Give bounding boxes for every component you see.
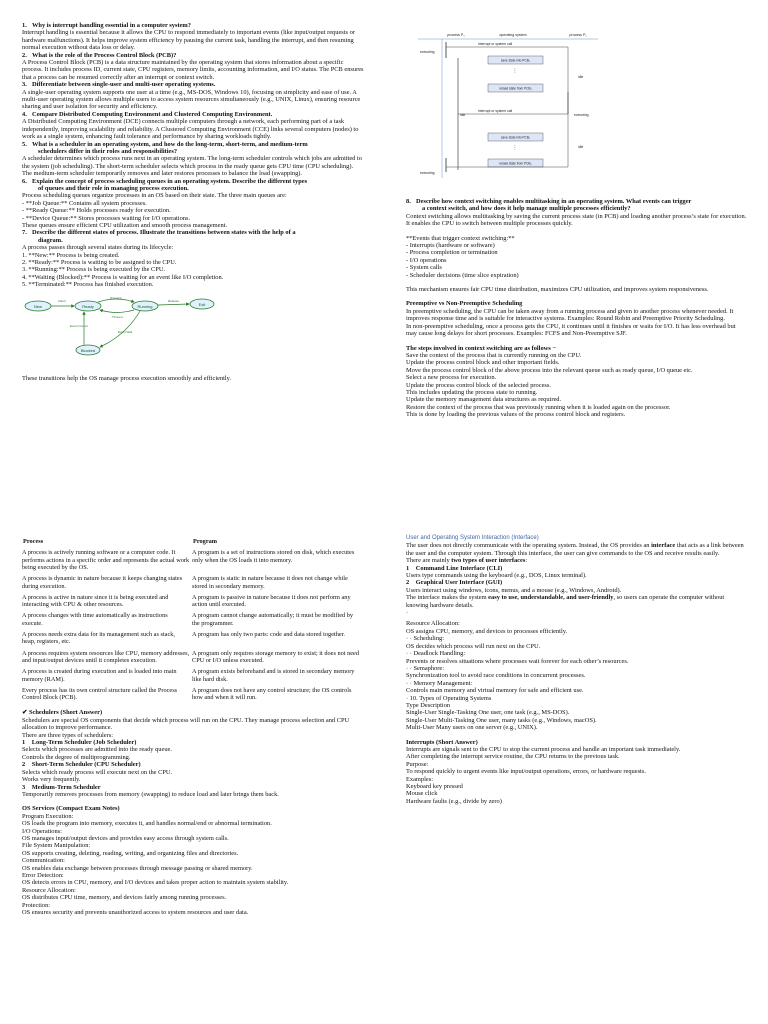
interrupts-title: Interrupts (Short Answer)	[406, 738, 478, 746]
cli-title: 1⃣ Command Line Interface (CLI)	[406, 564, 503, 572]
q6-line: - **Ready Queue:** Holds processes ready for execution.	[22, 207, 171, 215]
step-item: Move the process control block of the above process into the relevant queue such as ready queue, I/O queue etc.	[406, 366, 693, 374]
table-row	[22, 612, 362, 631]
table-row	[22, 668, 362, 687]
svc-line: OS ensures security and prevents unauthorized access to system resources and user data.	[22, 909, 249, 917]
event-item: - Scheduler decisions (time slice expiration)	[406, 271, 519, 279]
interface-section-title: User and Operating System Interaction (Interface)	[406, 535, 539, 541]
label-release: Release	[168, 298, 180, 303]
q6-line: - **Job Queue:** Contains all system processes.	[22, 199, 147, 207]
process-vs-program-table	[22, 537, 362, 705]
svc-line: OS loads the program into memory, executes it, and handles normal/end or abnormal termination.	[22, 820, 272, 828]
sched-line: There are three types of schedulers:	[22, 731, 114, 739]
process-cell: A process is actively running software or a computer code. It performs actions in a specific order and represents the actual work being executed by the OS.	[22, 549, 190, 571]
interface-types: There are mainly two types of user interfaces:	[406, 557, 528, 565]
state-blocked	[76, 345, 100, 355]
question-3-title: 3. Differentiate between single-user and multi-user operating systems.	[22, 81, 216, 89]
interface-summary: The interface makes the system easy to use, understandable, and user-friendly, so users can operate the computer without knowing hardware details.	[406, 594, 725, 609]
program-cell: A program is passive in nature because it does not perform any action until executed.	[192, 593, 351, 609]
svg-text:⋮: ⋮	[512, 145, 518, 151]
res-line: Type Description	[406, 701, 451, 709]
state-new	[25, 301, 51, 311]
svc-line: OS supports creating, deleting, reading, writing, and organizing files and directories.	[22, 849, 239, 857]
lt-line: Selects which processes are admitted into the ready queue.	[22, 746, 172, 754]
save-pcb0-box: save state into PCB₀	[500, 58, 531, 63]
q6-line: These queues ensure efficient CPU utilization and smooth process management.	[22, 221, 228, 229]
reload-pcb0-box: reload state from PCB₀	[499, 161, 532, 166]
schedulers-title: ✔ Schedulers (Short Answer)	[22, 709, 103, 717]
left-bottom-column	[22, 537, 362, 916]
svg-text:New: New	[33, 303, 43, 309]
int-line: After completing the interrupt service routine, the CPU returns to the previous task.	[406, 753, 620, 761]
st-line: Selects which ready process will execute next on the CPU.	[22, 768, 173, 776]
svc-line: I/O Operations:	[22, 827, 62, 835]
header-operating-system: operating system	[499, 33, 527, 37]
table-row	[22, 575, 362, 594]
idle-label-right-2: idle	[578, 145, 584, 149]
step-item: This is done by loading the previous values of the process control block and registers.	[406, 411, 626, 419]
question-8-title-cont: a context switch, and how does it help manage multiple processes efficiently?	[422, 205, 631, 213]
state-exit	[190, 299, 214, 309]
table-row	[22, 594, 362, 613]
lt-line: Controls the degree of multiprogramming.	[22, 753, 131, 761]
table-row	[22, 687, 362, 706]
program-cell: A program is static in nature because it does not change while stored in secondary memory.	[192, 575, 348, 590]
int-line: Interrupts are signals sent to the CPU to stop the current process and handle an important task immediately.	[406, 745, 681, 753]
preemptive-body: In preemptive scheduling, the CPU can be taken away from a running process and given to another process whenever needed. It improves response time and is suitable for interactive systems. Examples: Round Robin and Preemptive Priority Scheduling.	[406, 307, 734, 323]
table-row	[22, 631, 362, 650]
q7-line: 3. **Running:** Process is being executed by the CPU.	[22, 266, 166, 274]
svg-text:Blocked: Blocked	[80, 347, 96, 353]
executing-label-right: executing	[574, 113, 589, 117]
question-6-title-cont: of queues and their role in managing process execution.	[38, 184, 189, 192]
question-8-title: 8. Describe how context switching enables multitasking in an operating system. What events can trigger	[406, 198, 692, 205]
program-cell: A program has only two parts: code and data stored together.	[192, 631, 346, 639]
question-5-title-cont: schedulers differ in their roles and responsibilities?	[38, 147, 178, 155]
process-cell: A process is created during execution and is loaded into main memory (RAM).	[22, 668, 177, 683]
short-term-title: 2⃣ Short-Term Scheduler (CPU Scheduler)	[22, 761, 141, 769]
svc-line: OS manages input/output devices and provides easy access through system calls.	[22, 834, 229, 842]
non-preemptive-body: In non-preemptive scheduling, once a process gets the CPU, it continues until it finishes or waits for I/O. It has less overhead but may cause long delays for short processes. Examples: FCFS and Non-Preemptive SJF.	[406, 322, 736, 338]
question-1-answer: Interrupt handling is essential because it allows the CPU to respond immediately to important events (like input/output requests or hardware malfunctions). It helps improve system efficiency by pausing the current task, handling the interrupt, and then resuming normal execution without data loss or delay.	[22, 29, 355, 52]
q7-line: 1. **New:** Process is being created.	[22, 251, 120, 259]
events-heading: **Events that trigger context switching:**	[406, 234, 515, 242]
int-line: Mouse click	[406, 790, 438, 798]
svg-text:Running: Running	[137, 303, 153, 309]
svg-text:Exit: Exit	[198, 301, 206, 307]
svc-line: OS detects errors in CPU, memory, and I/O devices and takes proper action to maintain system stability.	[22, 879, 289, 887]
process-cell: Every process has its own control structure called the Process Control Block (PCB).	[22, 686, 178, 702]
question-8-answer: Context switching allows multitasking by saving the current process state (in PCB) and loading another process’s state for execution. It enables the CPU to switch between multiple processes quickly.	[406, 212, 747, 228]
svg-text:⋮: ⋮	[512, 68, 518, 74]
int-line: Purpose:	[406, 760, 429, 768]
q7-after: These transitions help the OS manage process execution smoothly and efficiently.	[22, 374, 232, 382]
q7-line: 2. **Ready:** Process is waiting to be assigned to the CPU.	[22, 259, 177, 266]
gui-title: 2⃣ Graphical User Interface (GUI)	[406, 579, 503, 587]
res-line: OS assigns CPU, memory, and devices to processes efficiently.	[406, 627, 568, 635]
event-item: - System calls	[406, 264, 442, 272]
question-5-answer: A scheduler determines which process runs next in an operating system. The long-term scheduler controls which jobs are admitted to the system (job scheduling). The short-term scheduler selects which process in the ready queue gets CPU time (CPU scheduling). The medium-term scheduler temporarily removes and later restores processes to balance the load (swapping).	[22, 155, 362, 178]
mechanism-note: This mechanism ensures fair CPU time distribution, maximizes CPU utilization, and improves system responsiveness.	[406, 286, 709, 294]
idle-label-right: idle	[578, 75, 584, 79]
label-event-occurs: Event Occurs	[70, 323, 89, 328]
int-line: Keyboard key pressed	[406, 783, 463, 790]
svc-line: Error Detection:	[22, 871, 64, 879]
table-row	[22, 650, 362, 669]
res-line: OS decides which process will run next on the CPU.	[406, 642, 541, 650]
check-icon: ✔	[22, 709, 28, 717]
label-timeout: Timeout	[112, 314, 123, 319]
q6-line: - **Device Queue:** Stores processes waiting for I/O operations.	[22, 214, 191, 222]
executing-label-top: executing	[420, 50, 435, 54]
svg-text:Ready: Ready	[82, 303, 94, 309]
label-dispatch: Dispatch	[110, 295, 122, 300]
svc-line: Protection:	[22, 901, 51, 909]
context-switch-diagram	[418, 30, 598, 178]
program-cell: A program exists beforehand and is stored in secondary memory like hard disk.	[192, 668, 355, 683]
table-row	[22, 549, 362, 575]
process-cell: A process is active in nature since it is being executed and interacting with CPU & other resources.	[22, 593, 169, 609]
medium-term-title: 3⃣ Medium-Term Scheduler	[22, 783, 101, 791]
step-item: Update the process control block and other important fields.	[406, 359, 560, 367]
preemptive-title: Preemptive vs Non-Preemptive Scheduling	[406, 300, 523, 308]
svc-line: Program Execution:	[22, 812, 74, 820]
q7-line: 5. **Terminated:** Process has finished execution.	[22, 281, 154, 289]
question-3-answer: A single-user operating system supports one user at a time (e.g., MS-DOS, Windows 10), focusing on simplicity and ease of use. A multi-user operating system allows multiple users to access system resources simultaneously (e.g., UNIX, Linux), ensuring resource sharing and user isolation for security and efficiency.	[22, 88, 361, 111]
res-line: Prevents or resolves situations where processes wait forever for each other’s resources.	[406, 657, 629, 665]
state-running	[132, 301, 158, 311]
svc-line: Communication:	[22, 857, 65, 865]
save-pcb1-box: save state into PCB₁	[500, 135, 531, 140]
question-4-answer: A Distributed Computing Environment (DCE) connects multiple computers through a network, each performing part of a task independently, improving scalability and reliability. A Clustered Computing Environment (CCE) links several computers (nodes) to work as a single system, enhancing fault tolerance and performance by sharing workloads tightly.	[22, 118, 359, 141]
question-6-title: 6. Explain the concept of process scheduling queues in an operating system. Describe the different types	[22, 177, 308, 185]
event-item: - Process completion or termination	[406, 249, 498, 257]
left-top-column	[22, 22, 364, 382]
process-cell: A process changes with time automatically as instructions execute.	[22, 612, 168, 627]
sched-line: Schedulers are special OS components that decide which process will run on the CPU. They manage process selection and CPU allocation to improve performance.	[22, 716, 350, 732]
process-cell: A process needs extra data for its management such as stack, heap, registers, etc.	[22, 631, 175, 646]
right-bottom-column	[406, 535, 748, 805]
os-services-title: OS Services (Compact Exam Notes)	[22, 805, 120, 813]
res-line: Single-User Single-Tasking One user, one task (e.g., MS-DOS).	[406, 709, 570, 717]
event-item: - I/O operations	[406, 256, 447, 264]
gui-body: Users interact using windows, icons, menus, and a mouse (e.g., Windows, Android).	[406, 586, 622, 594]
q7-line: 4. **Waiting (Blocked):** Process is waiting for an event like I/O completion.	[22, 273, 224, 281]
header-process: Process	[23, 538, 44, 545]
dot-separator: ·	[406, 609, 409, 617]
res-line: · · Memory Management:	[406, 679, 473, 687]
question-4-title: 4. Compare Distributed Computing Environment and Clustered Computing Environment.	[22, 110, 273, 118]
interface-intro: The user does not directly communicate with the operating system. Instead, the OS provides an interface that acts as a link between the user and the computer system. Through this interface, the user can give commands to the OS and receive results easily.	[406, 542, 744, 557]
idle-label-left: idle	[460, 113, 466, 117]
header-process-p0: process P₀	[447, 33, 465, 37]
svc-line: OS distributes CPU time, memory, and devices fairly among running processes.	[22, 894, 227, 902]
call-label-2: interrupt or system call	[478, 109, 513, 113]
step-item: Save the context of the process that is currently running on the CPU.	[406, 351, 582, 359]
question-5-title: 5. What is a scheduler in an operating system, and how do the long-term, short-term, and medium-term	[22, 140, 308, 148]
int-line: Examples:	[406, 775, 433, 783]
res-line: Multi-User Many users on one server (e.g., UNIX).	[406, 724, 538, 732]
question-7-title-cont: diagram.	[38, 236, 63, 244]
q6-line: Process scheduling queues organize processes in an OS based on their state. The three main queues are:	[22, 192, 287, 200]
step-item: This includes updating the process state to running.	[406, 388, 538, 396]
process-cell: A process requires system resources like CPU, memory addresses, and input/output devices until it completes execution.	[22, 649, 190, 664]
state-ready	[75, 301, 101, 311]
step-item: Restore the context of the process that was previously running when it is loaded again on the processor.	[406, 403, 671, 411]
process-cell: A process is dynamic in nature because it keeps changing states during execution.	[22, 575, 183, 590]
question-7-title: 7. Describe the different states of process. Illustrate the transitions between states with the help of a	[22, 229, 296, 237]
program-cell: A program only requires storage memory to exist; it does not need CPU or I/O unless executed.	[192, 649, 360, 664]
question-2-title: 2. What is the role of the Process Control Block (PCB)?	[22, 51, 177, 59]
steps-title: The steps involved in context switching are as follows −	[406, 344, 556, 352]
event-item: - Interrupts (hardware or software)	[406, 242, 495, 250]
svc-line: Resource Allocation:	[22, 886, 76, 894]
right-top-column	[406, 198, 748, 419]
cli-body: Users type commands using the keyboard (e.g., DOS, Linux terminal).	[406, 572, 587, 580]
process-state-diagram	[22, 295, 222, 359]
header-process-p1: process P₁	[569, 33, 587, 37]
question-2-answer: A Process Control Block (PCB) is a data structure maintained by the operating system that stores information about a specific process. It includes process ID, current state, CPU registers, memory limits, accounting information, and I/O status. The PCB ensures that a process can be resumed correctly after an interrupt or context switch.	[22, 59, 364, 81]
step-item: Select a new process for execution.	[406, 374, 497, 382]
executing-label-bottom: executing	[420, 171, 435, 175]
program-cell: A program cannot change automatically; it must be modified by the programmer.	[192, 612, 354, 627]
int-line: To respond quickly to urgent events like input/output operations, errors, or hardware requests.	[406, 768, 646, 776]
res-line: · · Scheduling:	[406, 635, 444, 643]
res-line: · 10. Types of Operating Systems	[406, 694, 492, 702]
reload-pcb1-box: reload state from PCB₁	[499, 86, 532, 91]
step-item: Update the memory management data structures as required.	[406, 396, 562, 404]
res-line: Single-User Multi-Tasking One user, many tasks (e.g., Windows, macOS).	[406, 716, 597, 724]
svc-line: File System Manipulation:	[22, 842, 91, 850]
svc-line: OS enables data exchange between processes through message passing or shared memory.	[22, 864, 253, 872]
label-admit: Admit	[58, 298, 66, 303]
program-cell: A program is a set of instructions stored on disk, which executes only when the OS loads it into memory.	[192, 549, 355, 564]
res-line: Synchronization tool to avoid race conditions in concurrent processes.	[406, 672, 586, 680]
res-line: Resource Allocation:	[406, 620, 460, 628]
call-label-1: interrupt or system call	[478, 42, 513, 46]
label-event-wait: Event Wait	[118, 329, 133, 334]
res-line: · · Deadlock Handling:	[406, 650, 466, 658]
mt-line: Temporarily removes processes from memory (swapping) to reduce load and later brings them back.	[22, 790, 279, 798]
program-cell: A program does not have any control structure; the OS controls how and when it will run.	[192, 686, 352, 702]
res-line: Controls main memory and virtual memory for safe and efficient use.	[406, 687, 584, 695]
step-item: Update the process control block of the selected process.	[406, 381, 551, 389]
res-line: · · Semaphore:	[406, 664, 444, 672]
header-program: Program	[193, 538, 218, 545]
question-1-title: 1. Why is interrupt handling essential in a computer system?	[22, 22, 191, 29]
int-line: Hardware faults (e.g., divide by zero)	[406, 797, 502, 805]
q7-line: A process passes through several states during its lifecycle:	[22, 244, 174, 252]
st-line: Works very frequently.	[22, 776, 81, 784]
long-term-title: 1⃣ Long-Term Scheduler (Job Scheduler)	[22, 739, 137, 747]
